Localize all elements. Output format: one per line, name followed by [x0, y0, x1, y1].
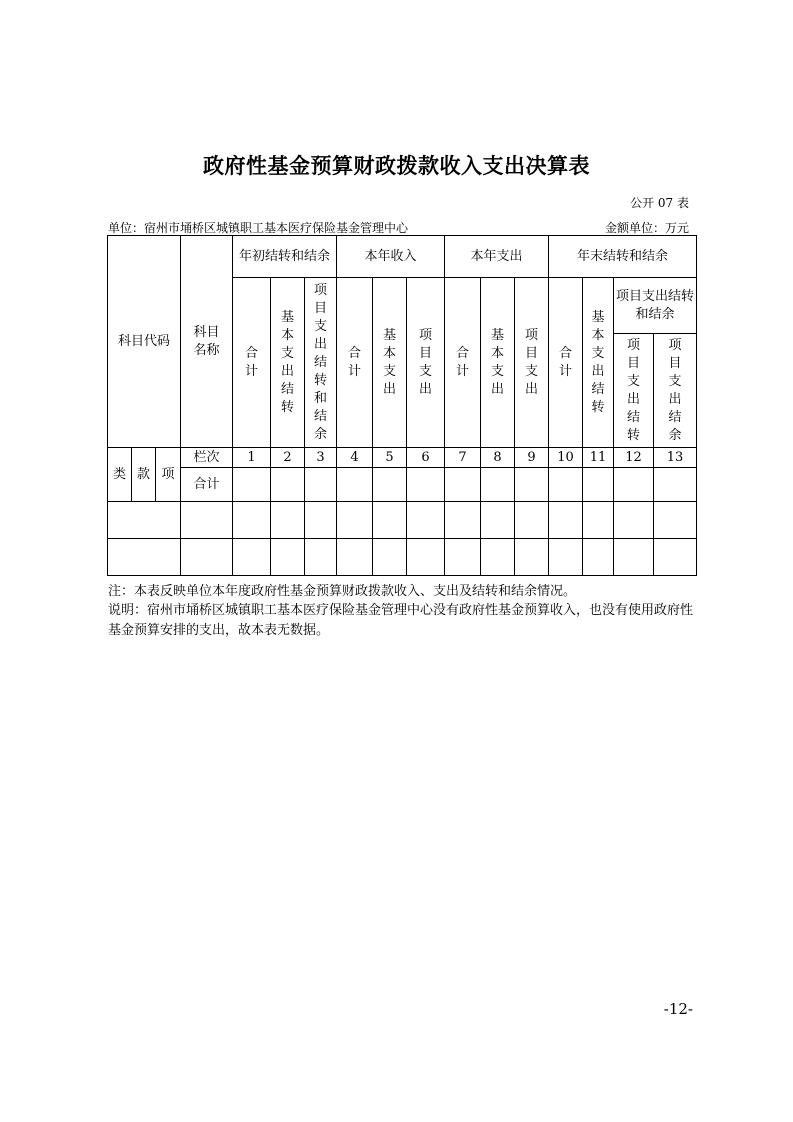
subject-name-header: 科目名称 — [181, 236, 233, 448]
column-number: 4 — [337, 448, 373, 468]
table-note: 注：本表反映单位本年度政府性基金预算财政拨款收入、支出及结转和结余情况。 — [108, 584, 577, 599]
item-header: 项 — [156, 448, 181, 502]
table-cell — [515, 502, 549, 539]
table-cell — [108, 502, 181, 539]
page-title: 政府性基金预算财政拨款收入支出决算表 — [203, 154, 590, 178]
table-cell — [373, 539, 407, 576]
page-number: -12- — [663, 1000, 693, 1018]
table-cell — [337, 468, 373, 502]
table-cell — [271, 502, 305, 539]
table-cell — [407, 468, 445, 502]
column-number: 2 — [271, 448, 305, 468]
end-project-carry-header: 项目支出结转 — [614, 334, 654, 448]
table-cell — [337, 502, 373, 539]
table-cell — [108, 539, 181, 576]
table-cell — [407, 502, 445, 539]
column-number: 7 — [445, 448, 481, 468]
table-cell — [305, 539, 337, 576]
column-number: 9 — [515, 448, 549, 468]
unit-label: 单位：宿州市埇桥区城镇职工基本医疗保险基金管理中心 — [108, 221, 409, 235]
table-cell — [305, 468, 337, 502]
table-cell — [583, 539, 614, 576]
expense-header: 本年支出 — [445, 236, 549, 278]
table-code: 公开 07 表 — [630, 196, 689, 210]
table-cell — [654, 468, 697, 502]
table-cell — [271, 539, 305, 576]
table-cell — [305, 502, 337, 539]
table-explanation: 说明：宿州市埇桥区城镇职工基本医疗保险基金管理中心没有政府性基金预算收入，也没有使用政府性基金预算安排的支出，故本表无数据。 — [108, 603, 694, 638]
expense-project-header: 项目支出 — [515, 278, 549, 448]
table-cell — [373, 502, 407, 539]
column-number: 1 — [233, 448, 271, 468]
table-cell — [233, 468, 271, 502]
expense-total-header: 合计 — [445, 278, 481, 448]
table-cell — [481, 502, 515, 539]
table-cell — [614, 539, 654, 576]
column-number: 5 — [373, 448, 407, 468]
income-project-header: 项目支出 — [407, 278, 445, 448]
income-basic-header: 基本支出 — [373, 278, 407, 448]
row-index-label: 栏次 — [181, 448, 233, 468]
column-number: 6 — [407, 448, 445, 468]
end-basic-carry-header: 基本支出结转 — [583, 278, 614, 448]
income-total-header: 合计 — [337, 278, 373, 448]
subject-code-header: 科目代码 — [108, 236, 181, 448]
section-header: 款 — [132, 448, 156, 502]
begin-balance-header: 年初结转和结余 — [233, 236, 337, 278]
table-cell — [445, 502, 481, 539]
table-cell — [181, 539, 233, 576]
end-balance-header: 年末结转和结余 — [549, 236, 697, 278]
table-cell — [654, 502, 697, 539]
table-cell — [337, 539, 373, 576]
column-number: 12 — [614, 448, 654, 468]
column-number: 13 — [654, 448, 697, 468]
table-cell — [373, 468, 407, 502]
table-cell — [481, 539, 515, 576]
table-cell — [583, 502, 614, 539]
class-header: 类 — [108, 448, 132, 502]
column-number: 3 — [305, 448, 337, 468]
table-cell — [654, 539, 697, 576]
end-project-carry-balance-header: 项目支出结转和结余 — [614, 278, 697, 334]
table-cell — [233, 502, 271, 539]
table-cell — [445, 468, 481, 502]
table-cell — [614, 502, 654, 539]
table-cell — [549, 468, 583, 502]
income-header: 本年收入 — [337, 236, 445, 278]
end-total-header: 合计 — [549, 278, 583, 448]
column-number: 11 — [583, 448, 614, 468]
table-cell — [445, 539, 481, 576]
table-cell — [515, 468, 549, 502]
budget-table — [107, 235, 697, 576]
table-cell — [549, 502, 583, 539]
table-cell — [515, 539, 549, 576]
table-cell — [233, 539, 271, 576]
column-number: 8 — [481, 448, 515, 468]
end-project-balance-header: 项目支出结余 — [654, 334, 697, 448]
row-total-label: 合计 — [181, 468, 233, 502]
begin-basic-carry-header: 基本支出结转 — [271, 278, 305, 448]
begin-project-carry-balance-header: 项目支出结转和结余 — [305, 278, 337, 448]
table-cell — [481, 468, 515, 502]
table-cell — [271, 468, 305, 502]
table-cell — [549, 539, 583, 576]
table-cell — [181, 502, 233, 539]
column-number: 10 — [549, 448, 583, 468]
table-cell — [614, 468, 654, 502]
table-cell — [407, 539, 445, 576]
expense-basic-header: 基本支出 — [481, 278, 515, 448]
amount-unit: 金额单位：万元 — [604, 221, 689, 235]
begin-total-header: 合计 — [233, 278, 271, 448]
table-cell — [583, 468, 614, 502]
